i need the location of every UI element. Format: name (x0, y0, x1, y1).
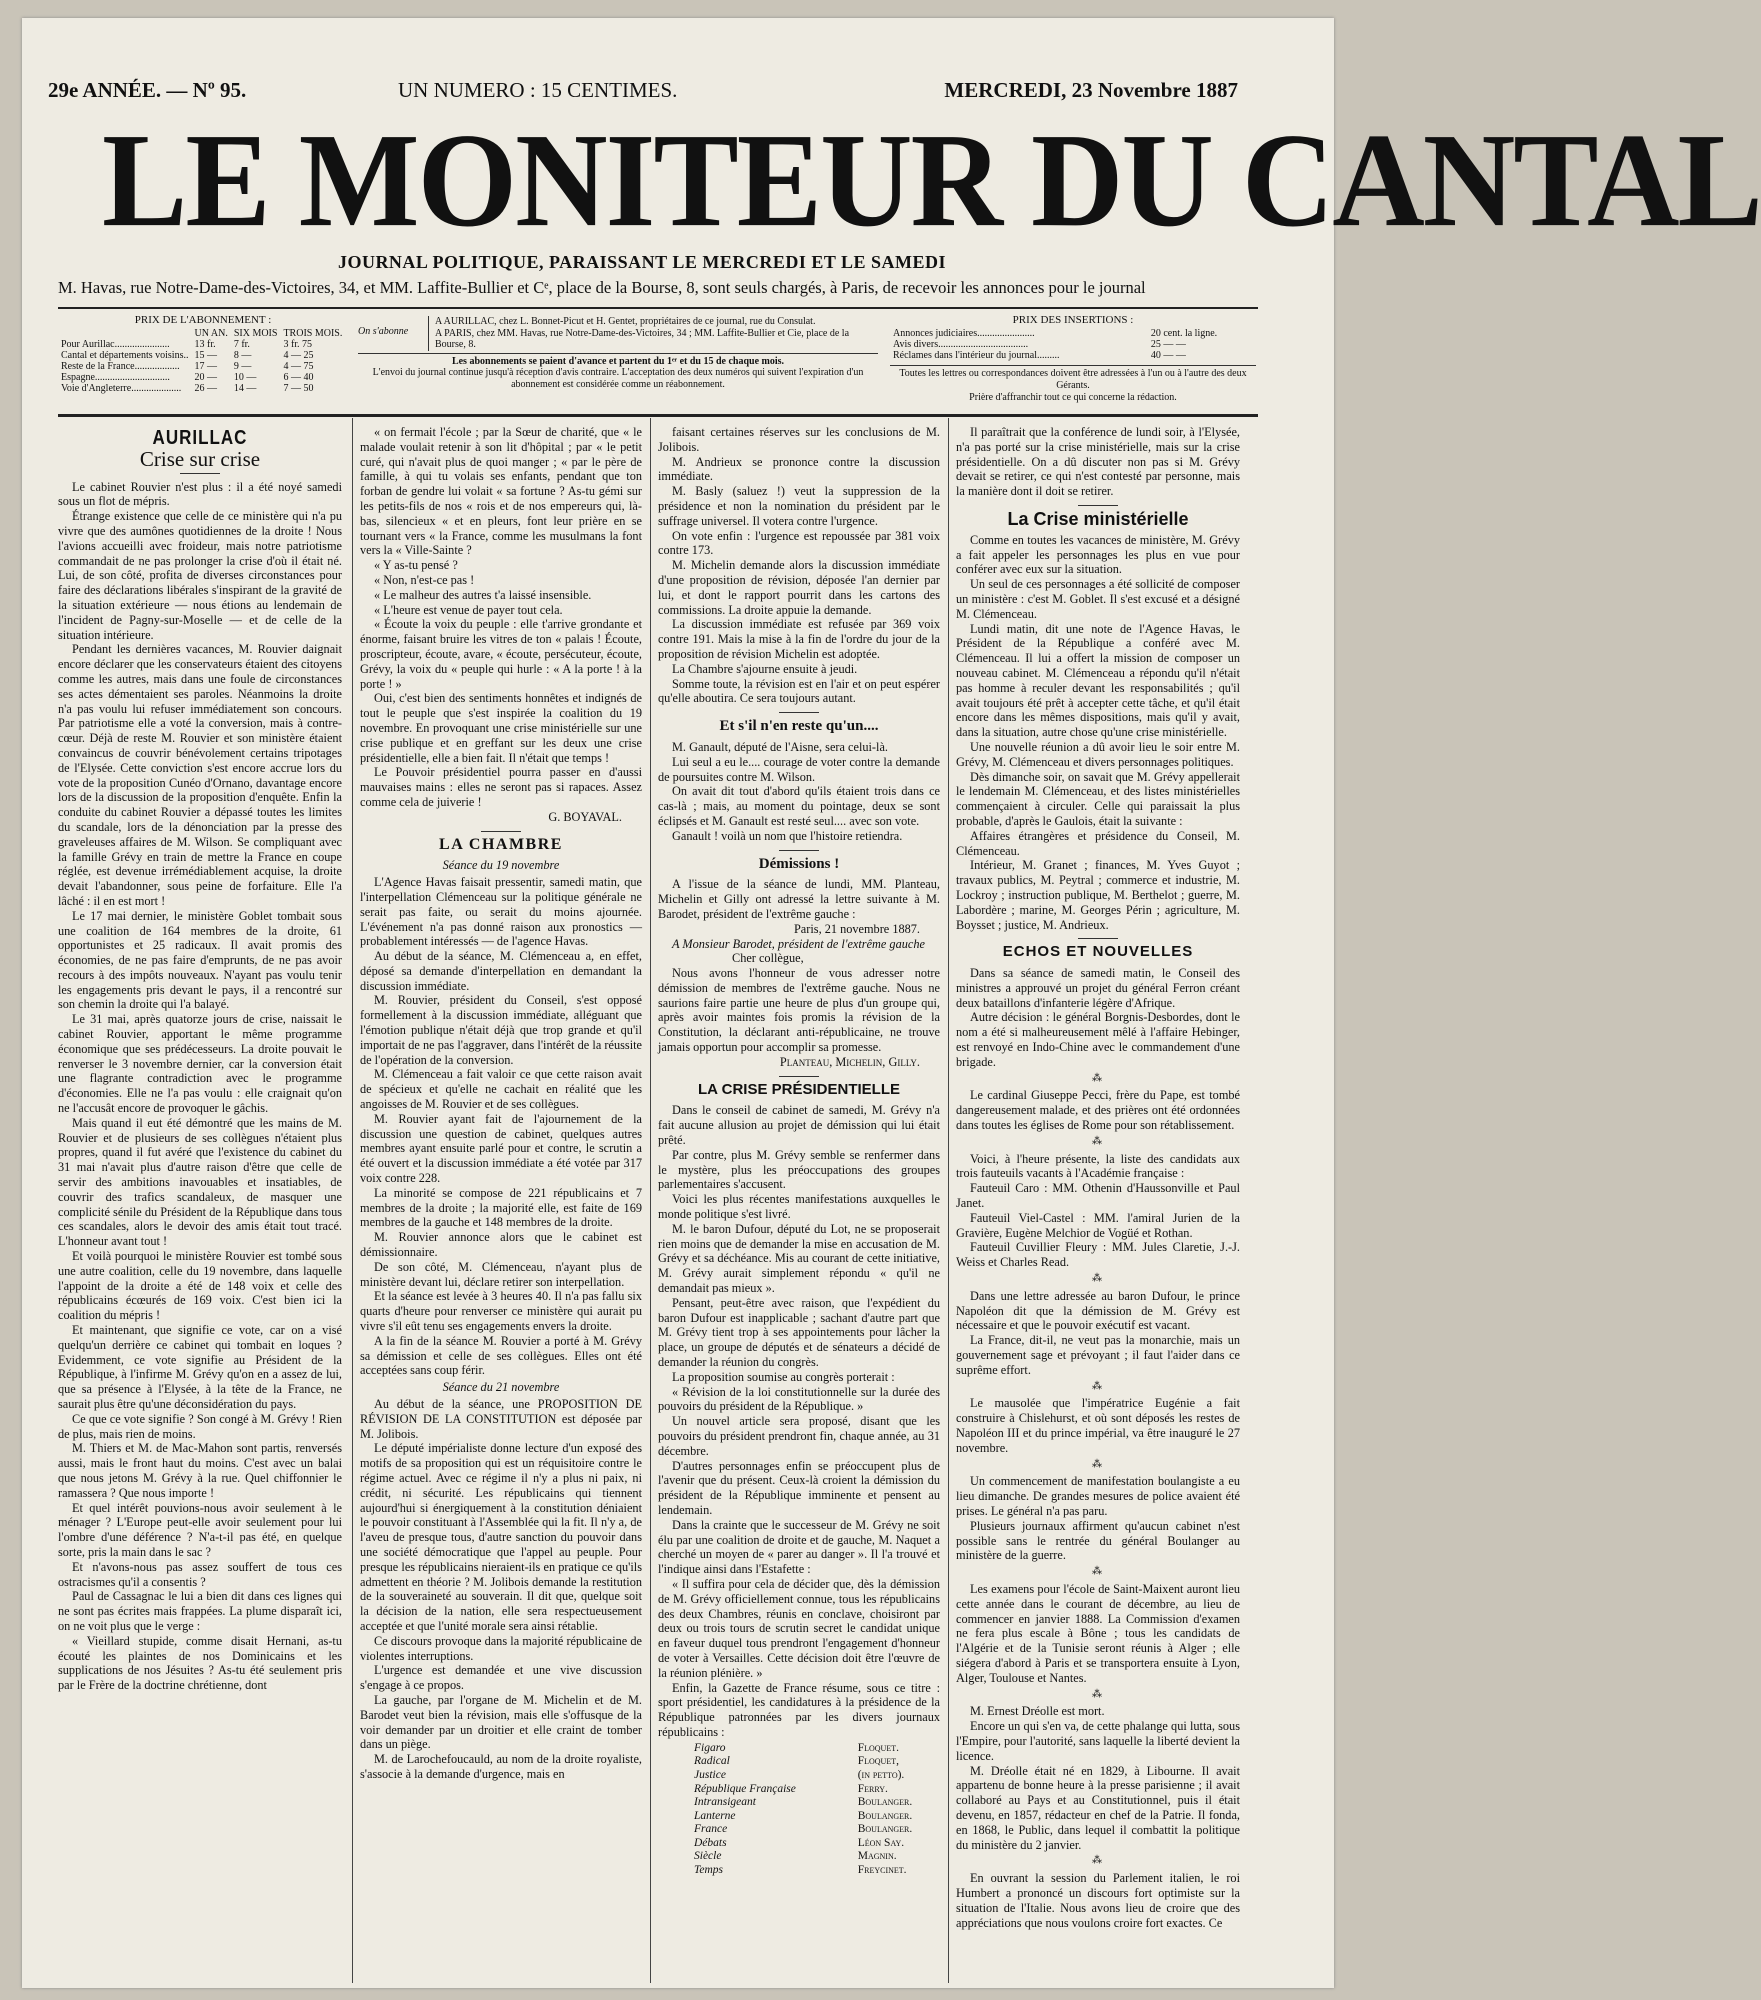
session-date: Séance du 19 novembre (442, 858, 560, 873)
cell: 25 — — (1150, 339, 1186, 350)
news-item: Encore un qui s'en va, de cette phalange qui lutta, sous l'Empire, pour l'autorité, sans laquelle la liberté devient la licence. (956, 1719, 1240, 1763)
office-aurillac: A AURILLAC, chez L. Bonnet-Picut et H. Gentet, propriétaires de ce journal, rue du Consulat. (435, 316, 816, 327)
paragraph: M. Thiers et M. de Mac-Mahon sont partis, renversés aussi, mais le front haut du moins. C'est avec un balai que nous jetons M. Grévy à la rue. Quel chiffonnier le ramassera ? Que nous importe ! (58, 1441, 342, 1500)
star-separator: ⁂ (1092, 1688, 1104, 1700)
table-row (658, 1783, 940, 1797)
cell: 13 fr. (194, 339, 216, 350)
newspaper-name: Intransigeant (694, 1796, 756, 1809)
subscription-table (58, 328, 345, 394)
issue-price: UN NUMERO : 15 CENTIMES. (398, 78, 678, 102)
newspaper-name: Débats (694, 1836, 727, 1849)
article-title-crise-ministerielle: La Crise ministérielle (1007, 508, 1189, 529)
news-item: Autre décision : le général Borgnis-Desbordes, dont le nom a été si malheureusement mêlé à l'affaire Hebinger, est renvoyé en Indo-Chine avec le commandement d'une brigade. (956, 1010, 1240, 1069)
paragraph: Le 17 mai dernier, le ministère Goblet tombait sous une coalition de 164 membres de la droite, 61 opportunistes et 25 radicaux. Il avait promis des économies, de ne pas faire d'emprunts, de ne pas avoir recours à des impôts nouveaux. N'ayant pas voulu tenir les engagements pris devant le pays, il a rencontré sur son chemin la droite qui l'a balayé. (58, 908, 342, 1012)
table-row (658, 1850, 940, 1864)
article-title-la-chambre: LA CHAMBRE (439, 835, 563, 853)
cell: Réclames dans l'intérieur du journal......... (893, 350, 1060, 361)
paragraph: Lundi matin, dit une note de l'Agence Havas, le Président de la République a conféré avec M. Clémenceau. Il lui a offert la mission de composer un nouveau cabinet. M. Clémenceau a répondu qu'il n'était pas homme à reculer devant les responsabilités ; qu'il avait toujours été prêt à accepter cette tâche, et qu'il était encore dans les mêmes dispositions, mais qu'il y avait, dans la situation, autre chose qu'une crise ministérielle. (956, 621, 1240, 740)
letter-salutation: Cher collègue, (732, 951, 804, 966)
newspaper-name: Siècle (694, 1850, 722, 1863)
paragraph: « Vieillard stupide, comme disait Hernani, as-tu écouté les plaintes de nos Dominicains et les supplications de nos Jésuites ? As-tu été seulement pris par le Frère de la doctrine chrétienne, dont (58, 1633, 342, 1693)
news-item: Dans une lettre adressée au baron Dufour, le prince Napoléon dit que la démission de M. Grévy est nécessaire et que le pouvoir exécutif est vacant. (956, 1288, 1240, 1333)
column-3 (658, 425, 940, 1980)
cell: 10 — (233, 372, 257, 383)
news-item: Les examens pour l'école de Saint-Maixent auront lieu cette année dans le courant de décembre, au lieu de commencer en janvier 1888. La Commission d'examen ne fera plus escale à Bône ; tous les candidats de l'Algérie et de la Tunisie seront réunis à Alger ; elle siégera d'abord à Paris et se transportera ensuite à Lyon, Alger, Toulouse et Nantes. (956, 1581, 1240, 1685)
paragraph: M. Rouvier, président du Conseil, s'est opposé formellement à la discussion immédiate, alléguant que l'émotion publique n'était déjà que trop grande et qu'il importait de ne pas l'aggraver, dans l'intérêt de la réussite de l'opération de la conversion. (360, 993, 642, 1067)
cell: 26 — (194, 383, 217, 394)
column-divider (352, 418, 353, 1983)
newspaper-name: France (694, 1823, 728, 1836)
table-row (658, 1823, 940, 1837)
candidate-name: Floquet, (857, 1755, 899, 1768)
paragraph: Voici les plus récentes manifestations auxquelles le monde politique s'est livré. (658, 1192, 940, 1222)
separator (1078, 505, 1118, 506)
table-row (658, 1755, 940, 1769)
separator (481, 831, 521, 832)
paragraph: On vote enfin : l'urgence est repoussée par 381 voix contre 173. (658, 528, 940, 558)
separator (779, 850, 819, 851)
paragraph: La Chambre s'ajourne ensuite à jeudi. (672, 661, 858, 676)
news-item: Fauteuil Caro : MM. Othenin d'Haussonville et Paul Janet. (956, 1181, 1240, 1211)
table-row (658, 1810, 940, 1824)
paragraph: « Non, n'est-ce pas ! (374, 572, 475, 587)
paragraph: Enfin, la Gazette de France résume, sous ce titre : sport présidentiel, les candidatures à la présidence de la République patronnées par les divers journaux républicains : (658, 1680, 940, 1739)
paragraph: M. Clémenceau a fait valoir ce que cette raison avait de spécieux et qu'elle ne cachait en réalité que les angoisses de M. Rouvier et de ses collègues. (360, 1067, 642, 1112)
paragraph: Oui, c'est bien des sentiments honnêtes et indignés de tout le peuple que s'est inspirée la coalition du 19 novembre. En provoquant une crise ministérielle sur une crise publique et en greffant sur les deux une crise présidentielle, elle a bien fait. Il n'était que temps ! (360, 691, 642, 765)
column-2 (360, 425, 642, 1980)
paragraph: M. Basly (saluez !) veut la suppression de la présidence et non la nomination du président par le suffrage universel. Il votera contre l'urgence. (658, 484, 940, 528)
column-1 (58, 425, 342, 1980)
paragraph: Pensant, peut-être avec raison, que l'expédient du baron Dufour est inapplicable ; sachant d'autre part que M. Grévy tient trop à ses appointements pour lâcher la place, un groupe de députés et de sénateurs a décidé de demander la réunion du congrès. (658, 1295, 940, 1370)
paragraph: M. Andrieux se prononce contre la discussion immédiate. (658, 454, 940, 484)
cell: 3 fr. 75 (283, 339, 313, 350)
letter-recipient: A Monsieur Barodet, président de l'extrême gauche (672, 936, 925, 951)
paragraph: faisant certaines réserves sur les conclusions de M. Jolibois. (658, 425, 940, 454)
subscription-offices (358, 316, 878, 390)
newspaper-name: Radical (694, 1755, 730, 1768)
paragraph: Et n'avons-nous pas assez souffert de tous ces ostracismes qu'il a consentis ? (58, 1559, 342, 1589)
signature: G. BOYAVAL. (548, 809, 622, 824)
paragraph: M. de Larochefoucauld, au nom de la droite royaliste, s'associe à la demande d'urgence, mais en (360, 1752, 642, 1781)
paragraph: Intérieur, M. Granet ; finances, M. Yves Guyot ; travaux publics, M. Peytral ; commerce et industrie, M. Lockroy ; instruction publique, M. Berthelot ; guerre, M. Labordère ; marine, M. Georges Périn ; agriculture, M. Boysset ; justice, M. Andrieux. (956, 858, 1240, 932)
paragraph: La gauche, par l'organe de M. Michelin et de M. Barodet veut bien la révision, mais elle s'offusque de la voir demander par un droitier et elle craint de tomber dans un piège. (360, 1692, 642, 1752)
cell: 9 — (233, 361, 252, 372)
article-title-crise-sur-crise: Crise sur crise (139, 446, 261, 471)
column-divider (948, 418, 949, 1983)
columns-top-rule (58, 414, 1258, 417)
news-item: M. Ernest Dréolle est mort. (970, 1704, 1105, 1719)
paragraph: Somme toute, la révision est en l'air et on peut espérer qu'elle aboutira. Ce sera toujours autant. (658, 676, 940, 706)
table-row (658, 1864, 940, 1878)
paragraph: Et la séance est levée à 3 heures 40. Il n'a pas fallu six quarts d'heure pour renverser ce ministère qui aurait pu vivre s'il eût tenu ses engagements envers la droite. (360, 1289, 642, 1334)
issue-number: 29e ANNÉE. — Nº 95. (48, 78, 247, 102)
cell: 15 — (194, 350, 217, 361)
paragraph: Et quel intérêt pouvions-nous avoir seulement à le ménager ? L'Europe peut-elle avoir seulement pour lui l'ombre d'une déférence ? N'a-t-il pas été, en quelque sorte, pris la main dans le sac ? (58, 1500, 342, 1559)
paragraph: Comme en toutes les vacances de ministère, M. Grévy a fait appeler les personnages les plus en vue pour conférer avec eux sur la situation. (956, 532, 1240, 577)
candidate-name: Léon Say. (857, 1836, 905, 1849)
cell: 17 — (194, 361, 217, 372)
insertions-note-2: Prière d'affranchir tout ce qui concerne la rédaction. (969, 392, 1177, 403)
paragraph: Ce discours provoque dans la majorité républicaine de violentes interruptions. (360, 1633, 642, 1663)
column-4 (956, 425, 1240, 1980)
candidate-name: Freycinet. (857, 1864, 907, 1877)
col-head: TROIS MOIS. (283, 328, 343, 339)
cell: 7 — 50 (283, 383, 314, 394)
news-item: Plusieurs journaux affirment qu'aucun cabinet n'est possible sans le rentrée du général Boulanger au ministère de la guerre. (956, 1518, 1240, 1563)
session-date: Séance du 21 novembre (442, 1380, 560, 1395)
cell: 4 — 75 (283, 361, 314, 372)
cell: Annonces judiciaires....................... (893, 328, 1035, 339)
paragraph: Et maintenant, que signifie ce vote, car on a visé quelqu'un derrière ce cabinet qui tombait en loques ? Evidemment, ce vote signifie au Président de la République, à l'infirme M. Grévy qu'on en a assez de lui, que sa présence à l'Elysée, à la tête de la France, ne saurait plus être qu'une déconsidération du pays. (58, 1323, 342, 1411)
star-separator: ⁂ (1092, 1380, 1104, 1392)
paragraph: Affaires étrangères et présidence du Conseil, M. Clémenceau. (956, 828, 1240, 858)
table-row (658, 1796, 940, 1810)
masthead-subtitle: JOURNAL POLITIQUE, PARAISSANT LE MERCREDI ET LE SAMEDI (337, 252, 947, 272)
candidate-name: Boulanger. (857, 1809, 913, 1822)
advertising-agents: M. Havas, rue Notre-Dame-des-Victoires, 34, et MM. Laffite-Bullier et Cᵉ, place de la Bourse, 8, sont seuls chargés, à Paris, de recevoir les annonces pour le journal (58, 278, 1146, 297)
masthead-title: LE MONITEUR DU CANTAL (102, 105, 1761, 255)
newspaper-name: Justice (694, 1768, 726, 1781)
paragraph: A la fin de la séance M. Rouvier a porté à M. Grévy sa démission et celle de ses collègues. Elles ont été acceptées sans coup férir. (360, 1333, 642, 1378)
newspaper-name: Temps (694, 1864, 723, 1877)
separator (779, 712, 819, 713)
newspaper-page (22, 18, 1761, 1988)
candidate-name: Boulanger. (857, 1796, 913, 1809)
subscription-title: PRIX DE L'ABONNEMENT : (134, 314, 272, 326)
news-item: Dans sa séance de samedi matin, le Conseil des ministres a approuvé un projet du général Ferron créant deux bataillons d'infanterie légère d'Afrique. (956, 966, 1240, 1010)
paragraph: Paul de Cassagnac le lui a bien dit dans ces lignes qui ne sont pas écrites mais frappées. La plume disparaît ici, on ne voit plus que le verge : (58, 1589, 342, 1633)
paragraph: M. Rouvier ayant fait de l'ajournement de la discussion une question de cabinet, quelques autres membres ayant ensuite parlé pour et contre, le scrutin a été ouvert et la discussion immédiate a été votée par 317 voix contre 228. (360, 1111, 642, 1186)
cell: 14 — (233, 383, 257, 394)
star-separator: ⁂ (1092, 1135, 1104, 1147)
paragraph: Étrange existence que celle de ce ministère qui n'a pu vivre que des aumônes quotidiennes de la droite ! Nous l'avions accueilli avec froideur, mais notre patriotisme commandait de ne pas prolonger la crise d'où il était né. Lui, de son côté, profita de diverses circonstances pour faire des déclarations libérales s'inspirant de la gravité de la situation extérieure — nous étions au lendemain de l'incident de Pagny-sur-Moselle — et de celle de la situation intérieure. (58, 509, 342, 642)
cell: 7 fr. (233, 339, 250, 350)
header-rule (58, 307, 1258, 309)
news-item: La France, dit-il, ne veut pas la monarchie, mais un gouvernement sage et prévoyant ; il faut l'aider dans ce suprême effort. (956, 1333, 1240, 1377)
separator (180, 473, 220, 474)
paragraph: M. Michelin demande alors la discussion immédiate d'une proposition de révision, déposée l'an dernier par lui, et dont le rapport pourrit dans les cartons des commissions. La droite appuie la demande. (658, 558, 940, 617)
candidates-table (658, 1742, 940, 1878)
separator (779, 1076, 819, 1077)
on-sabonne-label: On s'abonne (358, 326, 409, 337)
paragraph: Par contre, plus M. Grévy semble se renfermer dans le mystère, plus les préoccupations des groupes parlementaires s'accusent. (658, 1147, 940, 1192)
cell: 8 — (233, 350, 252, 361)
cell: Avis divers.................................... (893, 339, 1029, 350)
paragraph: « Écoute la voix du peuple : elle t'arrive grondante et énorme, faisant bruire les vitres de ton « palais ! Écoute, proscripteur, écoute, avare, « écoute, persécuteur, écoute, Grévy, la voix du « peuple qui hurle : « A la porte ! à la porte ! » (360, 617, 642, 691)
paragraph: Un nouvel article sera proposé, disant que les pouvoirs du président prendront fin, chaque année, au 31 décembre. (658, 1414, 940, 1458)
table-row (658, 1837, 940, 1851)
separator (1078, 938, 1118, 939)
paragraph: Il paraîtrait que la conférence de lundi soir, à l'Elysée, n'a pas porté sur la crise ministérielle, mais sur la crise présidentielle. On a dû discuter non pas si M. Grévy devait se retirer, ce qui n'est contesté par personne, mais la manière dont il doit se retirer. (956, 425, 1240, 499)
news-item: Voici, à l'heure présente, la liste des candidats aux trois fauteuils vacants à l'Académie française : (956, 1151, 1240, 1181)
cell: 6 — 40 (283, 372, 314, 383)
paragraph: Mais quand il eut été démontré que les mains de M. Rouvier et de plusieurs de ses collègues n'étaient plus propres, quand il fut avéré que l'existence du cabinet du 31 mai n'avait plus d'autre raison d'être que celle de servir des ambitions inavouables et insatiables, de couvrir des trafics scandaleux, de masquer une complicité sénile du Président de la République dans tous ces scandales, alors le devoir des amis était tout tracé. L'honneur avant tout ! (58, 1115, 342, 1249)
star-separator: ⁂ (1092, 1566, 1104, 1578)
paragraph: De son côté, M. Clémenceau, n'ayant plus de ministère devant lui, déclare retirer son interpellation. (360, 1259, 642, 1289)
news-item: Fauteuil Viel-Castel : MM. l'amiral Jurien de la Gravière, Eugène Melchior de Vogüé et Rothan. (956, 1210, 1240, 1240)
news-item: Fauteuil Cuvillier Fleury : MM. Jules Claretie, J.-J. Weiss et Charles Read. (956, 1240, 1240, 1270)
cell: 4 — 25 (283, 350, 314, 361)
paragraph: D'autres personnages enfin se préoccupent plus de l'avenir que du présent. Ceux-là croient la démission du président de la République imminente et pensent au lendemain. (658, 1458, 940, 1517)
star-separator: ⁂ (1092, 1458, 1104, 1470)
letter-body: Nous avons l'honneur de vous adresser notre démission de membres de l'extrême gauche. Nous ne saurions faire partie une heure de plus d'un groupe qui, après avoir maintes fois promis la révision de la Constitution, la déclarant anti-républicaine, ne trouve jamais opportun pour accomplir sa promesse. (658, 966, 940, 1055)
col-head: SIX MOIS (233, 328, 278, 339)
article-title-demissions: Démissions ! (758, 855, 840, 872)
paragraph: La proposition soumise au congrès porterait : (672, 1369, 895, 1384)
letter-date: Paris, 21 novembre 1887. (793, 921, 920, 936)
issue-date: MERCREDI, 23 Novembre 1887 (944, 78, 1238, 102)
table-row (658, 1742, 940, 1756)
paragraph: M. le baron Dufour, député du Lot, ne se proposerait rien moins que de demander la mise en accusation de M. Grévy et sa déchéance. Mis au courant de cette initiative, M. Grévy aurait simplement répondu « qu'il ne demandait pas mieux ». (658, 1221, 940, 1296)
section-heading-aurillac: AURILLAC (152, 425, 248, 449)
news-item: En ouvrant la session du Parlement italien, le roi Humbert a prononcé un discours fort optimiste sur la situation de l'Italie. Nous avons lieu de croire que des appréciations que nous voulons croire fort exactes. Ce (956, 1871, 1240, 1930)
paragraph: Le 31 mai, après quatorze jours de crise, naissait le cabinet Rouvier, apportant le même programme économique que ses prédécesseurs. La droite pouvait le renverser le 3 novembre dernier, car la conversion était une flagrante contradiction avec le programme d'économies. Elle ne l'a pas voulu : elle craignait qu'on ne l'accusât encore de provoquer le gâchis. (58, 1012, 342, 1116)
star-separator: ⁂ (1092, 1273, 1104, 1285)
insertion-prices (890, 314, 1256, 404)
col-head (58, 328, 191, 339)
table-row (658, 1769, 940, 1783)
top-info-line (48, 78, 1238, 106)
candidate-name: Ferry. (857, 1782, 888, 1795)
paragraph: Dans le conseil de cabinet de samedi, M. Grévy n'a fait aucune allusion au projet de démission qui lui était prêté. (658, 1103, 940, 1148)
paragraph: La minorité se compose de 221 républicains et 7 membres de la droite ; la majorité elle, est faite de 169 membres de la gauche et 148 membres de la droite. (360, 1185, 642, 1230)
cell: Reste de la France.................. (61, 361, 180, 372)
paragraph: Une nouvelle réunion a dû avoir lieu le soir entre M. Grévy, M. Clémenceau et divers personnages politiques. (956, 739, 1240, 769)
news-item: Le cardinal Giuseppe Pecci, frère du Pape, est tombé dangereusement malade, et des prières ont été ordonnées dans toutes les églises de Rome pour son rétablissement. (956, 1088, 1240, 1133)
paragraph: Dans la crainte que le successeur de M. Grévy ne soit élu par une coalition de droite et de gauche, M. Naquet a cherché un moyen de « parer au danger ». Il l'a trouvé et l'indique ainsi dans l'Estafette : (658, 1517, 940, 1577)
paragraph: Pendant les dernières vacances, M. Rouvier daignait encore déclarer que les conservateurs étaient des citoyens comme les autres, mais dans une foule de circonstances ses actes démentaient ses paroles. Néanmoins la droite n'a pas voulu lui refuser immédiatement son concours. Par patriotisme elle a voté la conversion, mais à contre-cœur. Déjà de reste M. Rouvier et son ministère étaient convaincus de couvrir bénévolement certains tripotages de l'Elysée. Cette conviction s'est encore accrue lors du vote de la proposition Cunéo d'Ornano, davantage encore lors de la discussion de la proposition d'enquête. Enfin la conduite du cabinet Rouvier a dépassé toutes les limites du scandale, lors de la dénonciation par la presse des graveleuses affaires de M. Wilson. Se compliquant avec la famille Grévy en train de mettre la France en coupe réglée, est devenue irrémédiablement acquise, la droite devait l'abandonner, sous peine de forfaiture. Elle l'a lâché : il en est mort ! (58, 642, 342, 908)
candidate-name: Boulanger. (857, 1823, 913, 1836)
newspaper-name: République Française (694, 1782, 796, 1795)
column-divider (650, 418, 651, 1983)
candidate-name: Magnin. (857, 1850, 897, 1863)
insertions-note-1: Toutes les lettres ou correspondances doivent être adressées à l'un ou à l'autre des deux Gérants. (890, 365, 1256, 392)
news-item: Un commencement de manifestation boulangiste a eu lieu dimanche. De grandes mesures de police avaient été prises. Le général n'a pas paru. (956, 1474, 1240, 1518)
candidate-name: Floquet. (857, 1741, 899, 1754)
paragraph: « Le malheur des autres t'a laissé insensible. (374, 587, 592, 602)
paragraph: « Y as-tu pensé ? (374, 558, 458, 573)
subscription-note-1: Les abonnements se paient d'avance et partent du 1ᵉʳ et du 15 de chaque mois. (358, 353, 878, 368)
paragraph: Au début de la séance, M. Clémenceau a, en effet, déposé sa demande d'interpellation en demandant la discussion immédiate. (360, 949, 642, 993)
paragraph: « L'heure est venue de payer tout cela. (374, 602, 563, 617)
insertions-title: PRIX DES INSERTIONS : (1012, 314, 1134, 326)
insertions-table (890, 328, 1256, 361)
subscription-note-2: L'envoi du journal continue jusqu'à réception d'avis contraire. L'acceptation des deux numéros qui suivent l'expiration d'un abonnement est considérée comme un réabonnement. (372, 367, 864, 390)
paragraph: Lui seul a eu le.... courage de voter contre la demande de poursuites contre M. Wilson. (658, 754, 940, 784)
paragraph: Et voilà pourquoi le ministère Rouvier est tombé sous une autre coalition, celle du 19 novembre, dans laquelle l'appoint de la droite a été de 148 voix et celle des républicains écœurés de 169 voix. C'est bien ici la coalition du mépris ! (58, 1249, 342, 1323)
article-title-reste: Et s'il n'en reste qu'un.... (719, 718, 879, 735)
cell: 20 — (194, 372, 217, 383)
cell: Espagne.............................. (61, 372, 170, 383)
star-separator: ⁂ (1092, 1855, 1104, 1867)
paragraph: La discussion immédiate est refusée par 369 voix contre 191. Mais la mise à la fin de l'ordre du jour de la proposition de révision Michelin est adoptée. (658, 617, 940, 661)
cell: Pour Aurillac...................... (61, 339, 170, 350)
paragraph: Le Pouvoir présidentiel pourra passer en d'aussi mauvaises mains : elles ne seront pas si rapaces. Assez comme cela de juiverie ! (360, 765, 642, 809)
paragraph: Ce que ce vote signifie ? Son congé à M. Grévy ! Rien de plus, mais rien de moins. (58, 1411, 342, 1441)
paragraph: L'urgence est demandée et une vive discussion s'engage à ce propos. (360, 1663, 642, 1693)
paragraph: A l'issue de la séance de lundi, MM. Planteau, Michelin et Gilly ont adressé la lettre suivante à M. Barodet, président de l'extrême gauche : (658, 877, 940, 921)
candidate-name: (in petto). (857, 1768, 905, 1781)
paragraph: « Révision de la loi constitutionnelle sur la durée des pouvoirs du président de la République. » (658, 1384, 940, 1414)
cell: 40 — — (1150, 350, 1186, 361)
letter-signatories: Planteau, Michelin, Gilly. (779, 1054, 920, 1069)
newspaper-name: Lanterne (694, 1809, 736, 1822)
paragraph: M. Ganault, député de l'Aisne, sera celui-là. (672, 739, 888, 754)
cell: 20 cent. la ligne. (1150, 328, 1218, 339)
section-title-echos: ECHOS ET NOUVELLES (1002, 943, 1194, 961)
article-title-crise-presidentielle: LA CRISE PRÉSIDENTIELLE (698, 1080, 900, 1098)
paragraph: Dès dimanche soir, on savait que M. Grévy appellerait le lendemain M. Clémenceau, et des listes ministérielles commençaient à circuler. Celle qui paraissait la plus probable, d'après le Gaulois, était la suivante : (956, 769, 1240, 828)
cell: Cantal et départements voisins.. (61, 350, 189, 361)
col-head: UN AN. (194, 328, 228, 339)
paragraph: L'Agence Havas faisait pressentir, samedi matin, que l'interpellation Clémenceau sur la politique générale ne serait pas faite, ou serait du moins ajournée. L'événement n'a pas donné raison aux pronostics — probablement intéressés — de l'agence Havas. (360, 875, 642, 949)
paragraph: M. Rouvier annonce alors que le cabinet est démissionnaire. (360, 1230, 642, 1260)
subscription-prices (58, 314, 348, 394)
paragraph: Le député impérialiste donne lecture d'un exposé des motifs de sa proposition qui est un réquisitoire contre le régime actuel. Avec ce régime il n'y a plus ni paix, ni crédit, ni sécurité. Les républicains qui tiennent aujourd'hui si énergiquement à la constitution déniaient le pouvoir constituant à l'Assemblée qui la fit. Il n'y a, de l'aveu de presque tous, d'autre sanction du pouvoir dans une société démocratique que l'appel au peuple. Pour presque les républicains nieraient-ils en pratique ce qu'ils admettent en théorie ? M. Jolibois demande la restitution de la souveraineté au souverain. Il dit que, quelque soit la décision de la nation, elle sera respectueusement acceptée et que l'unité morale sera ainsi rétablie. (360, 1441, 642, 1633)
star-separator: ⁂ (1092, 1072, 1104, 1084)
news-item: Le mausolée que l'impératrice Eugénie a fait construire à Chislehurst, et où sont déposés les restes de Napoléon III et du prince impérial, va être inauguré le 27 novembre. (956, 1396, 1240, 1455)
newspaper-name: Figaro (694, 1741, 726, 1754)
paragraph: On avait dit tout d'abord qu'ils étaient trois dans ce cas-là ; mais, au moment du pointage, deux se sont éclipsés et M. Ganault est resté seul.... avec son vote. (658, 784, 940, 828)
paragraph: Le cabinet Rouvier n'est plus : il a été noyé samedi sous un flot de mépris. (58, 479, 342, 509)
cell: Voie d'Angleterre.................... (61, 383, 182, 394)
paragraph: « on fermait l'école ; par la Sœur de charité, que « le malade voulait retenir à son lit d'hôpital ; par « le petit curé, qui n'avait plus de quoi manger ; « par le père de famille, à qui tu volais ses enfants, pendant que ton forban de gendre lui volait « sa fortune ? As-tu gémi sur les petits-fils de nos « rois et de nos empereurs qui, là-bas, silencieux « et en pleurs, font leur prière en se tournant vers « la France, comme les musulmans la font vers la « Ville-Sainte ? (360, 425, 642, 558)
paragraph: Au début de la séance, une PROPOSITION DE RÉVISION DE LA CONSTITUTION est déposée par M. Jolibois. (360, 1397, 642, 1441)
paragraph: Ganault ! voilà un nom que l'histoire retiendra. (672, 828, 903, 843)
paragraph: Un seul de ces personnages a été sollicité de composer un ministère : c'est M. Goblet. Il s'est excusé et a désigné M. Clémenceau. (956, 577, 1240, 621)
paragraph: « Il suffira pour cela de décider que, dès la démission de M. Grévy officiellement connue, tous les républicains des deux Chambres, réunis en conclave, choisiront par deux ou trois tours de scrutin secret le candidat unique en faveur duquel tous prendront l'engagement d'honneur de voter à Versailles. Cette décision doit être l'œuvre de la réunion plénière. » (658, 1576, 940, 1680)
office-paris: A PARIS, chez MM. Havas, rue Notre-Dame-des-Victoires, 34 ; MM. Laffite-Bullier et Cie, place de la Bourse, 8. (435, 327, 850, 350)
news-item: M. Dréolle était né en 1829, à Libourne. Il avait appartenu de bonne heure à la presse parisienne ; il avait collaboré au Pays et au Constitutionnel, puis il était devenu, en 1857, rédacteur en chef de la Patrie. Il fonda, en 1868, le Public, dans lequel il combattit la politique du ministère du 2 janvier. (956, 1763, 1240, 1852)
